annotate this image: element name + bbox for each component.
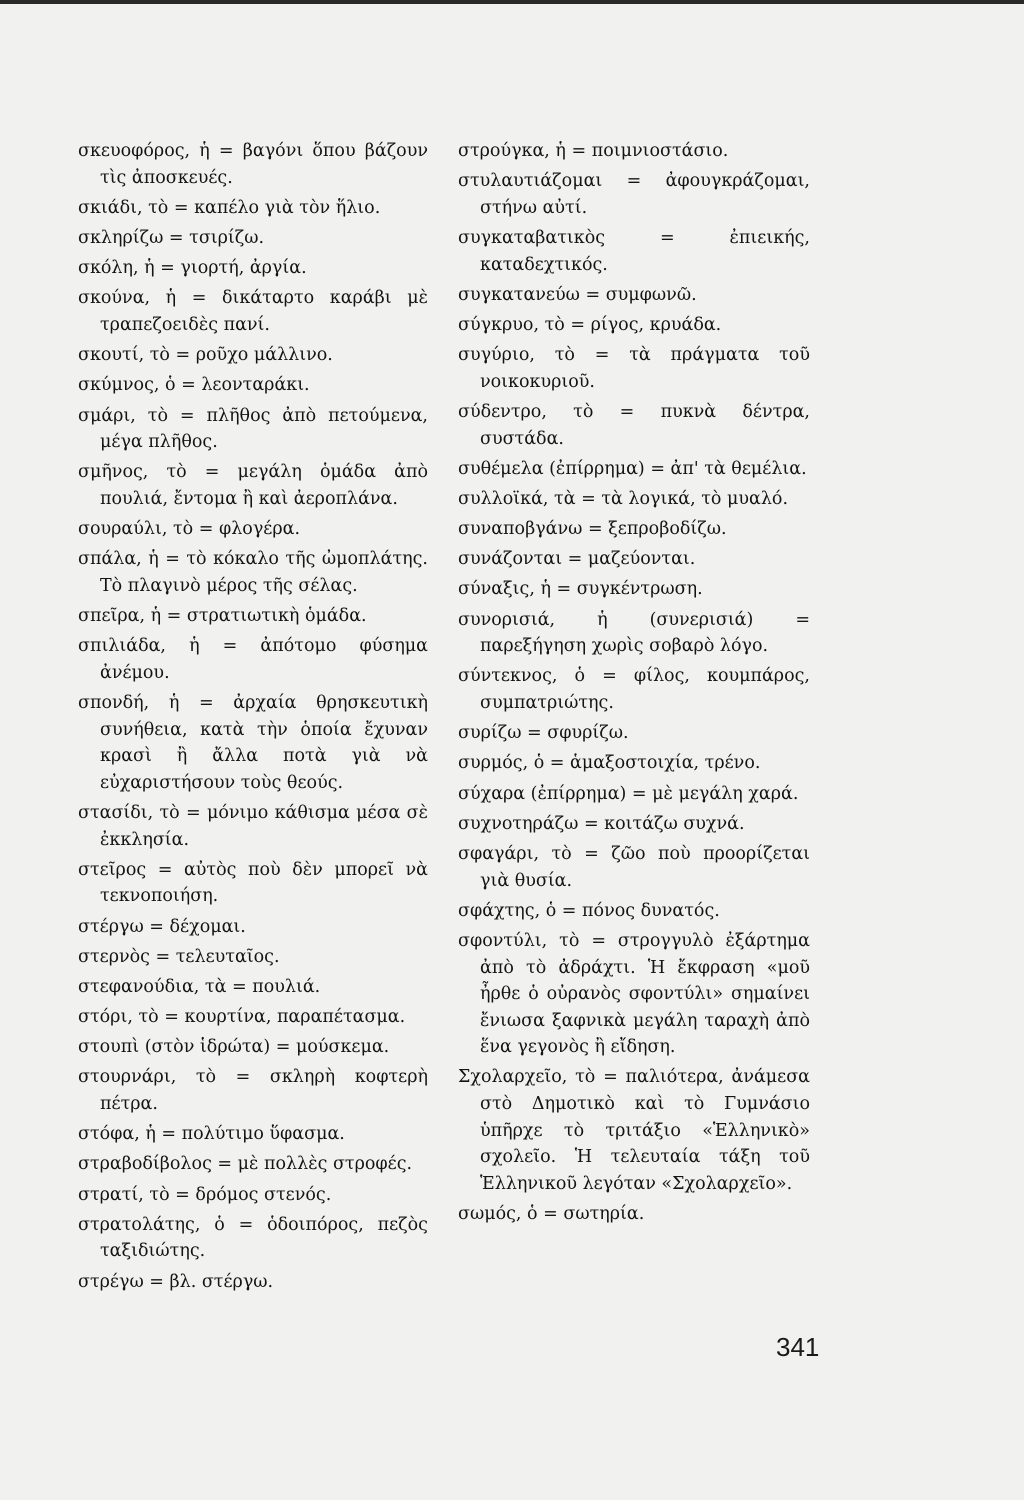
glossary-entry: συρμός, ὁ = ἁμαξοστοιχία, τρένο. xyxy=(458,753,761,774)
glossary-entry: στρούγκα, ἡ = ποιμνιοστάσιο. xyxy=(458,141,729,161)
glossary-entry: στρέγω = βλ. στέργω. xyxy=(78,1271,274,1292)
glossary-entry: σύναξις, ἡ = συγκέντρωση. xyxy=(458,579,703,600)
glossary-entry: στραβοδίβολος = μὲ πολλὲς στροφές. xyxy=(78,1154,413,1175)
right-column xyxy=(458,138,810,1231)
glossary-entry: συχνοτηράζω = κοιτάζω συχνά. xyxy=(458,813,745,834)
glossary-entry: σφάχτης, ὁ = πόνος δυνατός. xyxy=(458,900,720,921)
glossary-entry: συνάζονται = μαζεύονται. xyxy=(458,549,696,570)
glossary-entry: σκύμνος, ὁ = λεονταράκι. xyxy=(78,375,310,396)
glossary-entry: στεφανούδια, τὰ = πουλιά. xyxy=(78,976,321,997)
page-number: 341 xyxy=(776,1332,820,1362)
glossary-entry: συθέμελα (ἐπίρρημα) = ἀπ' τὰ θεμέλια. xyxy=(458,458,807,479)
glossary-entry: σκούνα, ἡ = δικάταρτο καράβι μὲ τραπεζοειδὲς πανί. xyxy=(78,288,428,335)
glossary-entry: σκουτί, τὸ = ροῦχο μάλλινο. xyxy=(78,345,333,366)
glossary-entry: σκευοφόρος, ἡ = βαγόνι ὅπου βάζουν τὶς ἀποσκευές. xyxy=(78,141,428,188)
glossary-entry: συγύριο, τὸ = τὰ πράγματα τοῦ νοικοκυριοῦ. xyxy=(458,345,810,392)
glossary-entry: σωμός, ὁ = σωτηρία. xyxy=(458,1204,645,1225)
glossary-entry: σπονδή, ἡ = ἀρχαία θρησκευτικὴ συνήθεια, κατὰ τὴν ὁποία ἔχυναν κρασὶ ἢ ἄλλα ποτὰ γιὰ νὰ εὐχαριστήσουν τοὺς θεούς. xyxy=(78,693,428,793)
left-column xyxy=(78,138,428,1299)
glossary-entry: σουραύλι, τὸ = φλογέρα. xyxy=(78,519,301,540)
glossary-entry: συναποβγάνω = ξεπροβοδίζω. xyxy=(458,519,727,540)
glossary-entry: σπάλα, ἡ = τὸ κόκαλο τῆς ὠμοπλάτης. Τὸ πλαγινὸ μέρος τῆς σέλας. xyxy=(78,549,428,596)
glossary-entry: σκιάδι, τὸ = καπέλο γιὰ τὸν ἥλιο. xyxy=(78,197,381,218)
glossary-entry: στασίδι, τὸ = μόνιμο κάθισμα μέσα σὲ ἐκκλησία. xyxy=(78,802,428,850)
glossary-entry: στερνὸς = τελευταῖος. xyxy=(78,946,280,967)
glossary-entry: συνορισιά, ἡ (συνερισιά) = παρεξήγηση χωρὶς σοβαρὸ λόγο. xyxy=(458,609,810,657)
glossary-entry: Σχολαρχεῖο, τὸ = παλιότερα, ἀνάμεσα στὸ Δημοτικὸ καὶ τὸ Γυμνάσιο ὑπῆρχε τὸ τριτάξιο «Ἑλληνικὸ» σχολεῖο. Ἡ τελευταία τάξη τοῦ Ἑλληνικοῦ λεγόταν «Σχολαρχεῖο». xyxy=(458,1067,810,1194)
glossary-entry: σμάρι, τὸ = πλῆθος ἀπὸ πετούμενα, μέγα πλῆθος. xyxy=(78,405,428,453)
glossary-entry: συγκαταβατικὸς = ἐπιεικής, καταδεχτικός. xyxy=(458,227,810,275)
glossary-entry: σύδεντρο, τὸ = πυκνὰ δέντρα, συστάδα. xyxy=(458,401,810,449)
glossary-entry: σπεῖρα, ἡ = στρατιωτικὴ ὁμάδα. xyxy=(78,606,367,627)
glossary-entry: σκόλη, ἡ = γιορτή, ἀργία. xyxy=(78,258,307,279)
glossary-entry: στουρνάρι, τὸ = σκληρὴ κοφτερὴ πέτρα. xyxy=(78,1067,428,1115)
glossary-entry: σπιλιάδα, ἡ = ἀπότομο φύσημα ἀνέμου. xyxy=(78,636,428,683)
glossary-entry: συρίζω = σφυρίζω. xyxy=(458,723,629,744)
glossary-entry: στεῖρος = αὐτὸς ποὺ δὲν μπορεῖ νὰ τεκνοποιήση. xyxy=(78,859,428,907)
glossary-entry: συγκατανεύω = συμφωνῶ. xyxy=(458,284,697,305)
glossary-entry: στρατολάτης, ὁ = ὁδοιπόρος, πεζὸς ταξιδιώτης. xyxy=(78,1214,428,1262)
glossary-entry: συλλοϊκά, τὰ = τὰ λογικά, τὸ μυαλό. xyxy=(458,488,789,509)
glossary-entry: στρατί, τὸ = δρόμος στενός. xyxy=(78,1184,332,1205)
glossary-entry: σύχαρα (ἐπίρρημα) = μὲ μεγάλη χαρά. xyxy=(458,783,799,804)
glossary-entry: σμῆνος, τὸ = μεγάλη ὁμάδα ἀπὸ πουλιά, ἔντομα ἢ καὶ ἀεροπλάνα. xyxy=(78,462,428,509)
glossary-entry: στόρι, τὸ = κουρτίνα, παραπέτασμα. xyxy=(78,1007,406,1028)
glossary-entry: σφοντύλι, τὸ = στρογγυλὸ ἐξάρτημα ἀπὸ τὸ ἀδράχτι. Ἡ ἔκφραση «μοῦ ἦρθε ὁ οὐρανὸς σφοντύλι» σημαίνει ἔνιωσα ξαφνικὰ μεγάλη ταραχὴ ἀπὸ ἕνα γεγονὸς ἢ εἴδηση. xyxy=(458,930,810,1058)
glossary-entry: στόφα, ἡ = πολύτιμο ὕφασμα. xyxy=(78,1124,345,1145)
glossary-entry: σύγκρυο, τὸ = ρίγος, κρυάδα. xyxy=(458,314,722,335)
glossary-entry: στέργω = δέχομαι. xyxy=(78,916,246,937)
glossary-entry: στουπὶ (στὸν ἱδρώτα) = μούσκεμα. xyxy=(78,1037,390,1058)
glossary-entry: στυλαυτιάζομαι = ἀφουγκράζομαι, στήνω αὐτί. xyxy=(458,171,810,218)
glossary-entry: σύντεκνος, ὁ = φίλος, κουμπάρος, συμπατριώτης. xyxy=(458,666,810,713)
glossary-entry: σφαγάρι, τὸ = ζῶο ποὺ προορίζεται γιὰ θυσία. xyxy=(458,843,810,891)
glossary-entry: σκληρίζω = τσιρίζω. xyxy=(78,227,265,248)
top-border xyxy=(0,0,1024,4)
